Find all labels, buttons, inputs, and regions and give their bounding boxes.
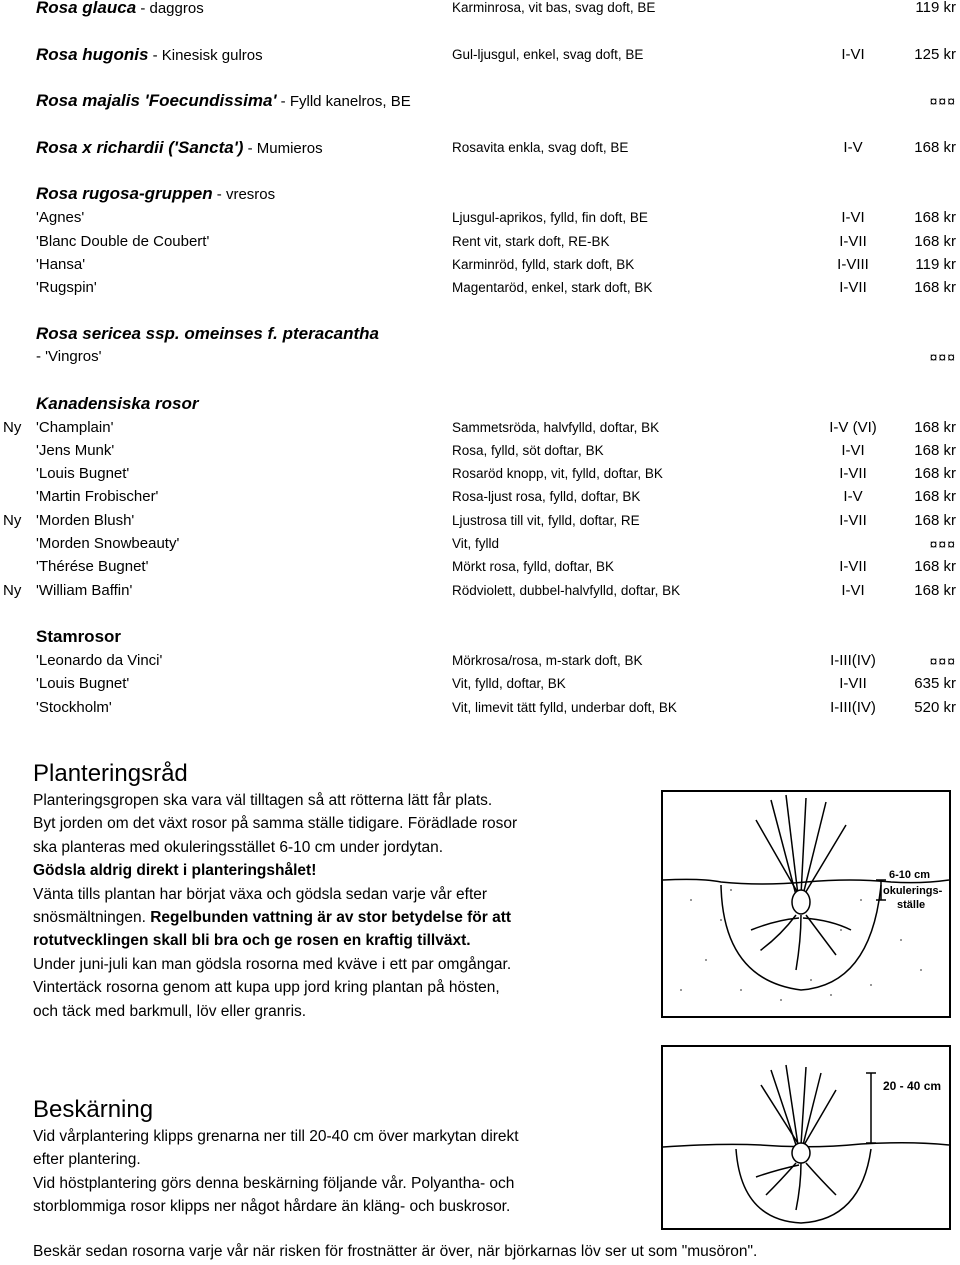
product-description: Sammetsröda, halvfylld, doftar, BK	[452, 420, 660, 435]
product-row	[0, 231, 960, 253]
product-description: Vit, fylld, doftar, BK	[452, 676, 566, 691]
product-price: 125 kr	[914, 46, 956, 63]
product-price: 168 kr	[914, 419, 956, 436]
product-price: 635 kr	[914, 675, 956, 692]
section-heading: Kanadensiska rosor	[36, 394, 199, 413]
product-name: 'William Baffin'	[36, 582, 133, 599]
product-price: 168 kr	[914, 512, 956, 529]
product-zone: I-VIII	[837, 256, 869, 273]
product-name: 'Stockholm'	[36, 699, 112, 716]
product-price: 168 kr	[914, 582, 956, 599]
prune-height-label: 20 - 40 cm	[883, 1079, 942, 1093]
graft-label-2: ställe	[897, 899, 926, 911]
product-zone: I-III(IV)	[830, 652, 876, 669]
planteringsrad-text: Planteringsgropen ska vara väl tilltagen så att rötterna lätt får plats. Byt jorden om det växt rosor på samma ställe tidigare. Förädlade rosor ska planteras med okuleringsstället 6-10 cm under jordytan. Gödsla aldrig direkt i planteringshålet! Vänta tills plantan har börjat växa och gödsla sedan varje vår efter snösmältningen. Regelbunden vattning är av stor betydelse för att rotutvecklingen skall bli bra och ge rosen en kraftig tillväxt. Under juni-juli kan man gödsla rosorna med kväve i ett par omgångar. Vintertäck rosorna genom att kupa upp jord kring plantan på hösten, och täck med barkmull, löv eller granris.	[33, 792, 518, 1020]
product-description: Ljustrosa till vit, fylld, doftar, RE	[452, 513, 640, 528]
product-name: 'Morden Blush'	[36, 512, 135, 529]
product-description: Rosavita enkla, svag doft, BE	[452, 140, 629, 155]
product-name: Rosa glauca	[36, 0, 137, 17]
product-price: 168 kr	[914, 279, 956, 296]
product-row	[0, 673, 960, 695]
product-description: Vit, limevit tätt fylld, underbar doft, BK	[452, 700, 677, 715]
product-name: 'Hansa'	[36, 256, 86, 273]
product-row	[0, 277, 960, 299]
product-zone: I-VII	[839, 512, 867, 529]
product-name: 'Morden Snowbeauty'	[36, 535, 180, 552]
product-description: Rosa, fylld, söt doftar, BK	[452, 443, 604, 458]
new-badge: Ny	[3, 419, 22, 436]
product-zone: I-III(IV)	[830, 699, 876, 716]
product-common-name: - Kinesisk gulros	[148, 47, 263, 64]
product-description: Magentaröd, enkel, stark doft, BK	[452, 280, 653, 295]
product-row	[0, 486, 960, 508]
section-title-beskarning: Beskärning	[33, 1096, 154, 1123]
product-row	[0, 254, 960, 276]
product-price: 119 kr	[915, 256, 956, 273]
product-row	[0, 697, 960, 719]
product-row	[0, 440, 960, 462]
product-zone: I-VII	[839, 558, 867, 575]
product-name: 'Thérése Bugnet'	[36, 558, 149, 575]
product-description: Mörkrosa/rosa, m-stark doft, BK	[452, 653, 643, 668]
product-row	[0, 533, 960, 555]
product-price: 520 kr	[914, 699, 956, 716]
product-row	[0, 0, 960, 19]
beskarning-text: Vid vårplantering klipps grenarna ner till 20-40 cm över markytan direkt efter plantering. Vid höstplantering görs denna beskärning följande vår. Polyantha- och storblommiga rosor klipps ner något hårdare än kläng- och buskrosor.	[33, 1128, 519, 1216]
product-zone: I-V	[843, 139, 863, 156]
new-badge: Ny	[3, 512, 22, 529]
product-zone: I-VI	[841, 442, 865, 459]
product-name: - 'Vingros'	[36, 348, 102, 365]
product-row	[0, 650, 960, 672]
product-price: 168 kr	[914, 233, 956, 250]
new-badge: Ny	[3, 582, 22, 599]
product-description: Rödviolett, dubbel-halvfylld, doftar, BK	[452, 583, 681, 598]
product-row	[0, 580, 960, 602]
product-description: Rosa-ljust rosa, fylld, doftar, BK	[452, 489, 641, 504]
section-heading: Rosa rugosa-gruppen - vresros	[36, 184, 276, 203]
product-name: 'Rugspin'	[36, 279, 97, 296]
product-price: 168 kr	[914, 209, 956, 226]
product-common-name: - Fylld kanelros, BE	[276, 93, 411, 110]
product-zone: I-V	[843, 488, 863, 505]
section-title-planteringsrad: Planteringsråd	[33, 760, 188, 787]
product-price: ¤¤¤	[929, 93, 956, 109]
section-heading: Stamrosor	[36, 627, 122, 646]
product-price: 168 kr	[914, 139, 956, 156]
product-row	[0, 207, 960, 229]
product-row	[0, 463, 960, 485]
pruning-diagram	[661, 1045, 951, 1230]
product-zone: I-VII	[839, 233, 867, 250]
product-name: 'Leonardo da Vinci'	[36, 652, 163, 669]
product-description: Karminrosa, vit bas, svag doft, BE	[452, 0, 656, 15]
product-description: Karminröd, fylld, stark doft, BK	[452, 257, 635, 272]
product-name: Rosa x richardii ('Sancta')	[36, 138, 244, 157]
product-description: Ljusgul-aprikos, fylld, fin doft, BE	[452, 210, 648, 225]
product-name: 'Champlain'	[36, 419, 114, 436]
product-row	[0, 510, 960, 532]
depth-label: 6-10 cm	[889, 869, 930, 881]
product-zone: I-VII	[839, 465, 867, 482]
section-heading: Rosa sericea ssp. omeinses f. pteracantha	[36, 324, 379, 343]
product-name: 'Louis Bugnet'	[36, 675, 130, 692]
product-zone: I-V (VI)	[829, 419, 877, 436]
product-row	[0, 44, 960, 66]
product-price: 168 kr	[914, 558, 956, 575]
product-price: 168 kr	[914, 488, 956, 505]
product-name: 'Louis Bugnet'	[36, 465, 130, 482]
product-zone: I-VII	[839, 675, 867, 692]
product-description: Rosaröd knopp, vit, fylld, doftar, BK	[452, 466, 663, 481]
product-zone: I-VII	[839, 279, 867, 296]
product-name: 'Blanc Double de Coubert'	[36, 233, 210, 250]
product-name: Rosa majalis 'Foecundissima'	[36, 91, 277, 110]
product-row	[0, 417, 960, 439]
pruning-note: Beskär sedan rosorna varje vår när risken för frostnätter är över, när björkarnas löv ser ut som "musöron".	[33, 1243, 758, 1260]
planting-diagram	[661, 790, 951, 1018]
product-name: Rosa hugonis	[36, 45, 149, 64]
product-price: 119 kr	[915, 0, 956, 16]
product-price: 168 kr	[914, 442, 956, 459]
product-description: Mörkt rosa, fylld, doftar, BK	[452, 559, 615, 574]
product-name: 'Jens Munk'	[36, 442, 115, 459]
product-name: 'Agnes'	[36, 209, 85, 226]
product-price: 168 kr	[914, 465, 956, 482]
graft-label-1: okulerings-	[883, 885, 943, 897]
product-price: ¤¤¤	[929, 536, 956, 552]
product-description: Gul-ljusgul, enkel, svag doft, BE	[452, 47, 644, 62]
product-zone: I-VI	[841, 46, 865, 63]
product-common-name: - Mumieros	[243, 140, 323, 157]
product-row	[0, 90, 960, 112]
product-description: Rent vit, stark doft, RE-BK	[452, 234, 610, 249]
product-price: ¤¤¤	[929, 349, 956, 365]
product-price: ¤¤¤	[929, 653, 956, 669]
product-common-name: - daggros	[136, 0, 204, 17]
product-row	[0, 346, 960, 368]
product-row	[0, 556, 960, 578]
product-row	[0, 137, 960, 159]
product-description: Vit, fylld	[452, 536, 500, 551]
product-name: 'Martin Frobischer'	[36, 488, 159, 505]
product-zone: I-VI	[841, 209, 865, 226]
product-zone: I-VI	[841, 582, 865, 599]
